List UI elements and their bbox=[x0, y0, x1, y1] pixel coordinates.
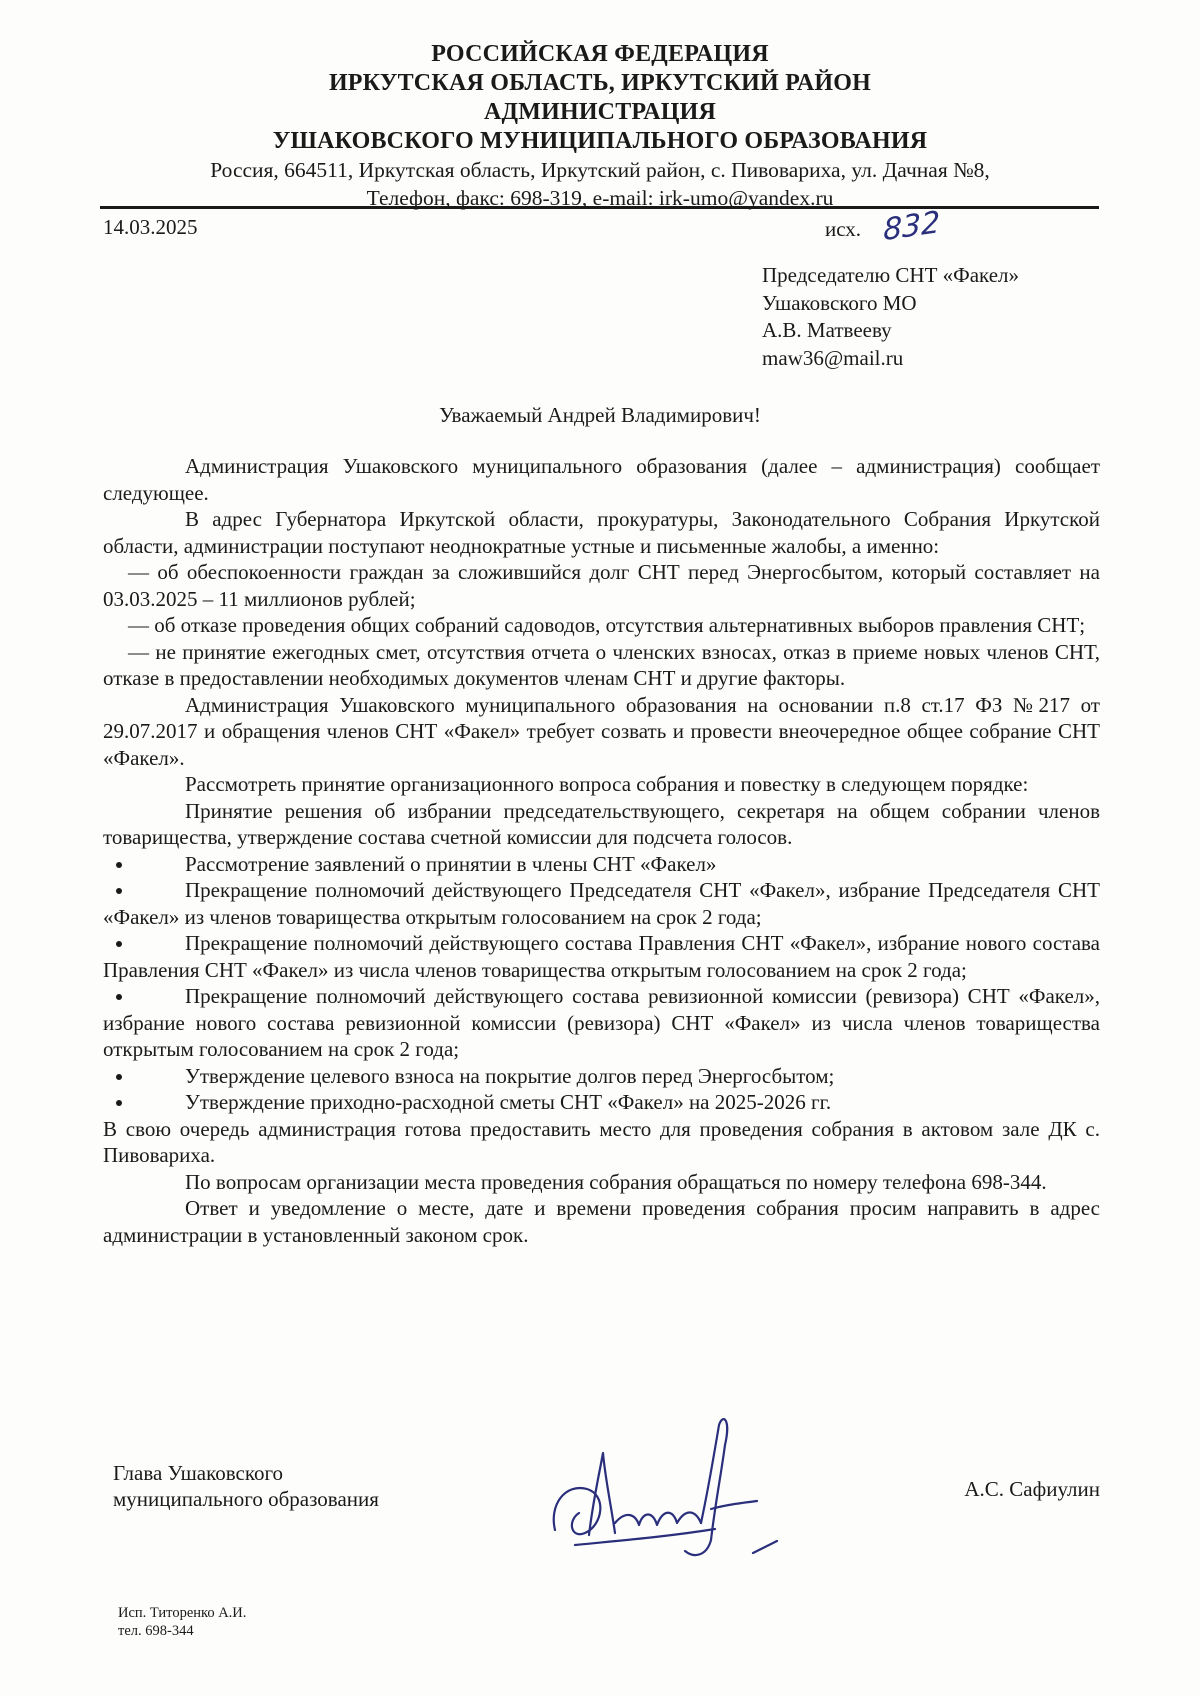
paragraph-demand: Администрация Ушаковского муниципального образования на основании п.8 ст.17 ФЗ №217 от 29.07.2017 и обращения членов СНТ «Факел» требует созвать и провести внеочередное общее собрание СНТ «Факел». bbox=[103, 692, 1100, 770]
letterhead-region: ИРКУТСКАЯ ОБЛАСТЬ, ИРКУТСКИЙ РАЙОН bbox=[328, 70, 872, 96]
agenda-item bbox=[103, 851, 1100, 878]
agenda-item-text: Утверждение приходно-расходной сметы СНТ «Факел» на 2025-2026 гг. bbox=[185, 1090, 832, 1114]
signatory-position-line: муниципального образования bbox=[113, 1487, 379, 1511]
agenda-item-text: Прекращение полномочий действующего состава ревизионной комиссии (ревизора) СНТ «Факел», избрание нового состава ревизионной комиссии (ревизора) СНТ «Факел» из числа членов товарищества открытым голосованием на срок 2 года; bbox=[103, 984, 1100, 1061]
paragraph-complaints: В адрес Губернатора Иркутской области, прокуратуры, Законодательного Собрания Иркутской области, администрации поступают неоднократные устные и письменные жалобы, а именно: bbox=[103, 507, 1100, 558]
executor-phone: тел. 698-344 bbox=[118, 1623, 194, 1639]
executor-name: Исп. Титоренко А.И. bbox=[118, 1605, 247, 1621]
paragraph-intro: Администрация Ушаковского муниципального образования (далее – администрация) сообщает следующее. bbox=[103, 454, 1100, 505]
complaint-estimates: — не принятие ежегодных смет, отсутствия отчета о членских взносах, отказ в приеме новых членов СНТ, отказе в предоставлении необходимых документов членам СНТ и другие факторы. bbox=[103, 639, 1100, 690]
addressee-block bbox=[762, 262, 1019, 372]
executor-block bbox=[118, 1604, 246, 1640]
agenda-item-text: Прекращение полномочий действующего состава Правления СНТ «Факел», избрание нового состава Правления СНТ «Факел» из числа членов товарищества открытым голосованием на срок 2 года; bbox=[103, 931, 1100, 982]
handwritten-signature bbox=[545, 1405, 825, 1570]
addressee-organization: Ушаковского МО bbox=[762, 290, 917, 315]
bullet-icon bbox=[116, 1074, 122, 1080]
letterhead-phone: Телефон, факс: 698-319, e-mail: bbox=[366, 186, 659, 210]
signatory-position-line: Глава Ушаковского bbox=[113, 1461, 284, 1485]
signatory-position bbox=[113, 1460, 379, 1512]
letter-body bbox=[103, 453, 1100, 1248]
letterhead-country: РОССИЙСКАЯ ФЕДЕРАЦИЯ bbox=[431, 41, 769, 67]
letterhead-municipality: УШАКОВСКОГО МУНИЦИПАЛЬНОГО ОБРАЗОВАНИЯ bbox=[272, 128, 928, 154]
complaint-meetings: — об отказе проведения общих собраний садоводов, отсутствия альтернативных выборов правления СНТ; bbox=[128, 613, 1086, 637]
agenda-item bbox=[103, 983, 1100, 1063]
outgoing-label: исх. bbox=[825, 217, 862, 241]
complaint-debt: — об обеспокоенности граждан за сложившийся долг СНТ перед Энергосбытом, который составляет на 03.03.2025 – 11 миллионов рублей; bbox=[103, 560, 1100, 611]
agenda-item-organizational: Принятие решения об избрании председательствующего, секретаря на общем собрании членов товарищества, утверждение состава счетной комиссии для подсчета голосов. bbox=[103, 798, 1100, 849]
paragraph-contact-phone: По вопросам организации места проведения собрания обращаться по номеру телефона 698-344. bbox=[185, 1169, 1047, 1194]
signatory-name: А.С. Сафиулин bbox=[964, 1477, 1100, 1501]
paragraph-venue: В свою очередь администрация готова предоставить место для проведения собрания в актовом зале ДК с. Пивовариха. bbox=[103, 1116, 1100, 1167]
agenda-item-text: Прекращение полномочий действующего Председателя СНТ «Факел», избрание Председателя СНТ «Факел» из членов товарищества открытым голосованием на срок 2 года; bbox=[103, 878, 1100, 929]
paragraph-agenda-intro: Рассмотреть принятие организационного вопроса собрания и повестку в следующем порядке: bbox=[185, 772, 1029, 796]
agenda-item bbox=[103, 877, 1100, 930]
agenda-item-text: Утверждение целевого взноса на покрытие долгов перед Энергосбытом; bbox=[185, 1063, 835, 1088]
greeting: Уважаемый Андрей Владимирович! bbox=[439, 403, 761, 427]
letterhead-address: Россия, 664511, Иркутская область, Иркутский район, с. Пивовариха, ул. Дачная №8, bbox=[210, 158, 990, 182]
letterhead-divider bbox=[100, 206, 1099, 209]
outgoing-reference bbox=[825, 204, 941, 249]
bullet-icon bbox=[116, 1100, 122, 1106]
outgoing-number-handwritten: 832 bbox=[883, 204, 941, 249]
letter-date: 14.03.2025 bbox=[103, 215, 198, 239]
addressee-email-link[interactable]: maw36@mail.ru bbox=[762, 345, 904, 370]
letterhead-administration: АДМИНИСТРАЦИЯ bbox=[483, 99, 717, 125]
bullet-icon bbox=[116, 862, 122, 868]
bullet-icon bbox=[116, 994, 122, 1000]
letterhead bbox=[0, 40, 1200, 212]
letterhead-email-link[interactable]: irk-umo@yandex.ru bbox=[658, 186, 834, 210]
paragraph-response-request: Ответ и уведомление о месте, дате и времени проведения собрания просим направить в адрес администрации в установленный законом срок. bbox=[103, 1196, 1100, 1247]
bullet-icon bbox=[116, 941, 122, 947]
agenda-item-text: Рассмотрение заявлений о принятии в члены СНТ «Факел» bbox=[185, 851, 717, 876]
agenda-item bbox=[103, 1063, 1100, 1090]
bullet-icon bbox=[116, 888, 122, 894]
agenda-item bbox=[103, 1089, 1100, 1116]
addressee-name: А.В. Матвееву bbox=[762, 318, 892, 342]
addressee-position: Председателю СНТ «Факел» bbox=[762, 263, 1020, 287]
agenda-item bbox=[103, 930, 1100, 983]
